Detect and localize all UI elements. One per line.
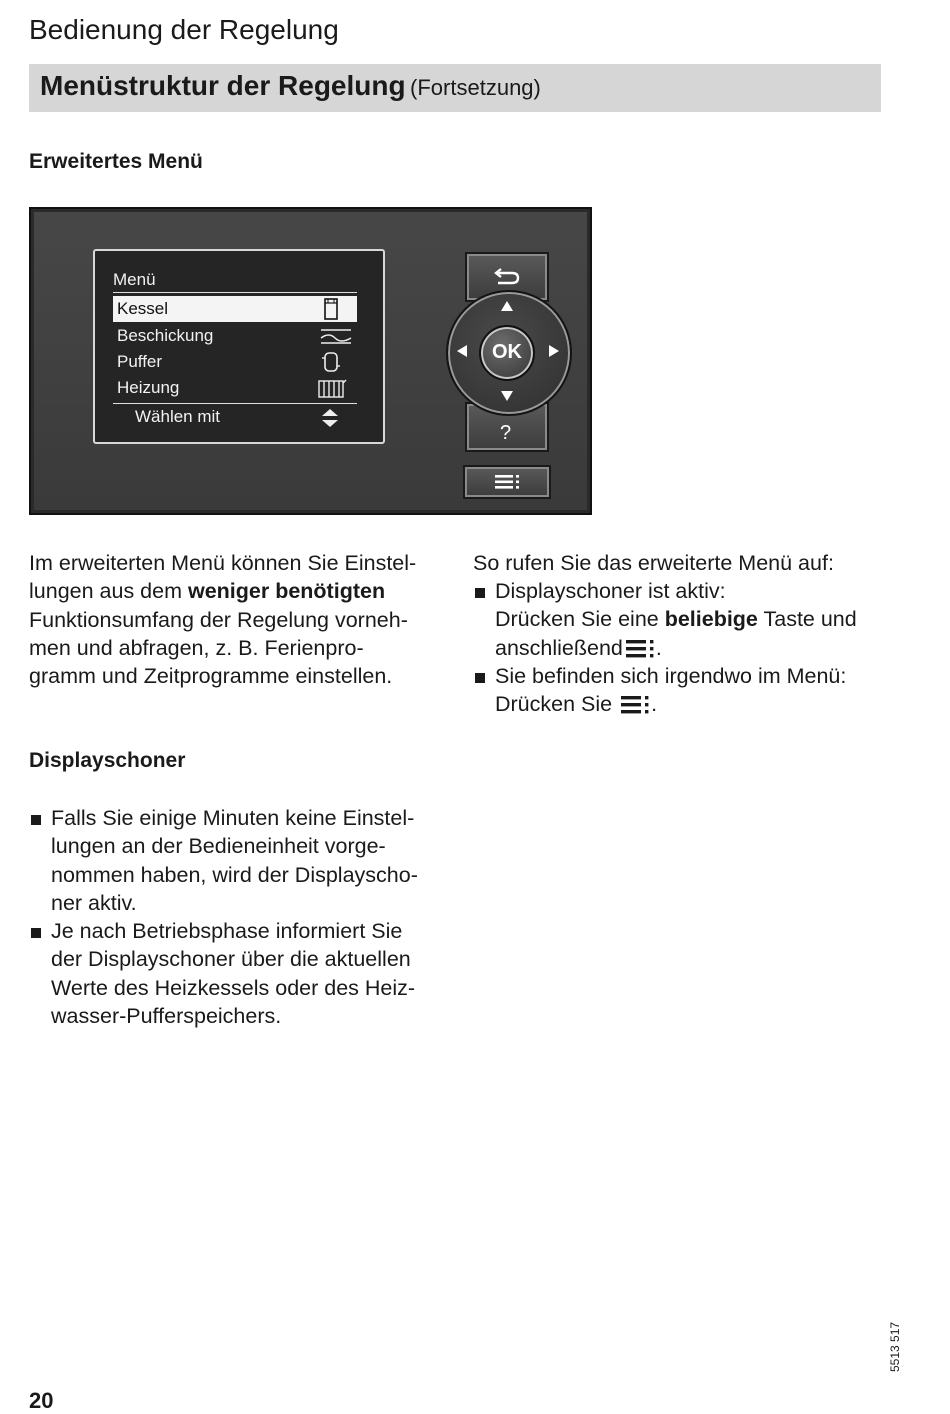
bullet-marker — [31, 815, 41, 825]
paragraph-line: Im erweiterten Menü können Sie Einstel- — [29, 551, 417, 575]
bullet-marker — [31, 928, 41, 938]
paragraph-line: men und abfragen, z. B. Ferienpro- — [29, 635, 364, 660]
screensaver-bullet-2: Je nach Betriebsphase informiert Sie der Displayschoner über die aktuellen Werte des Heizkessels oder des Heiz- wasser-Pufferspeichers. — [51, 919, 416, 1028]
bullet-somewhere-in-menu: Sie befinden sich irgendwo im Menü: Drücken Sie . — [495, 664, 847, 717]
display-screen — [93, 249, 385, 444]
down-arrow-icon[interactable] — [501, 391, 513, 401]
feed-icon — [319, 325, 353, 347]
heading-erweitertes-menu: Erweitertes Menü — [29, 150, 203, 173]
display-footer: Wählen mit — [135, 407, 221, 426]
bullet-marker — [475, 673, 485, 683]
bullet-screensaver-active: Displayschoner ist aktiv: Drücken Sie eine beliebige Taste und anschließend . — [495, 579, 857, 660]
screensaver-bullet-1: Falls Sie einige Minuten keine Einstel- lungen an der Bedieneinheit vorge- nommen haben, wird der Displayscho- ner aktiv. — [51, 806, 418, 915]
up-arrow-icon[interactable] — [501, 301, 513, 311]
paragraph-line: Funktionsumfang der Regelung vorneh- — [29, 607, 408, 632]
menu-icon — [495, 475, 521, 489]
page-number: 20 — [29, 1388, 54, 1413]
display-item-beschickung: Beschickung — [113, 323, 357, 349]
extended-menu-description — [29, 549, 449, 690]
display-item-kessel: Kessel — [113, 296, 357, 322]
section-title: Menüstruktur der Regelung — [40, 70, 406, 101]
header-title: Bedienung der Regelung — [29, 14, 339, 45]
buffer-tank-icon — [319, 351, 343, 373]
document-code: 5513 517 — [888, 1321, 902, 1372]
paragraph-line: lungen aus dem weniger benötigten — [29, 579, 386, 604]
boiler-icon — [319, 298, 343, 320]
control-panel-illustration — [29, 207, 592, 515]
display-title: Menü — [113, 270, 156, 289]
section-subtitle: (Fortsetzung) — [410, 75, 541, 100]
menu-button[interactable] — [463, 465, 551, 499]
radiator-icon — [317, 377, 347, 399]
ok-button[interactable]: OK — [479, 325, 535, 381]
menu-icon — [626, 640, 656, 658]
menu-icon — [621, 696, 651, 714]
display-item-heizung: Heizung — [113, 375, 357, 401]
paragraph-line: gramm und Zeitprogramme einstellen. — [29, 664, 393, 689]
right-arrow-icon[interactable] — [549, 345, 559, 357]
heading-displayschoner: Displayschoner — [29, 749, 186, 772]
help-button[interactable]: ? — [465, 402, 549, 452]
section-bar — [29, 64, 881, 112]
back-arrow-icon — [493, 265, 523, 287]
call-extended-menu-intro: So rufen Sie das erweiterte Menü auf: — [473, 551, 834, 575]
bullet-marker — [475, 588, 485, 598]
display-item-puffer: Puffer — [113, 349, 357, 375]
left-arrow-icon[interactable] — [457, 345, 467, 357]
up-down-arrows-icon — [321, 407, 339, 429]
